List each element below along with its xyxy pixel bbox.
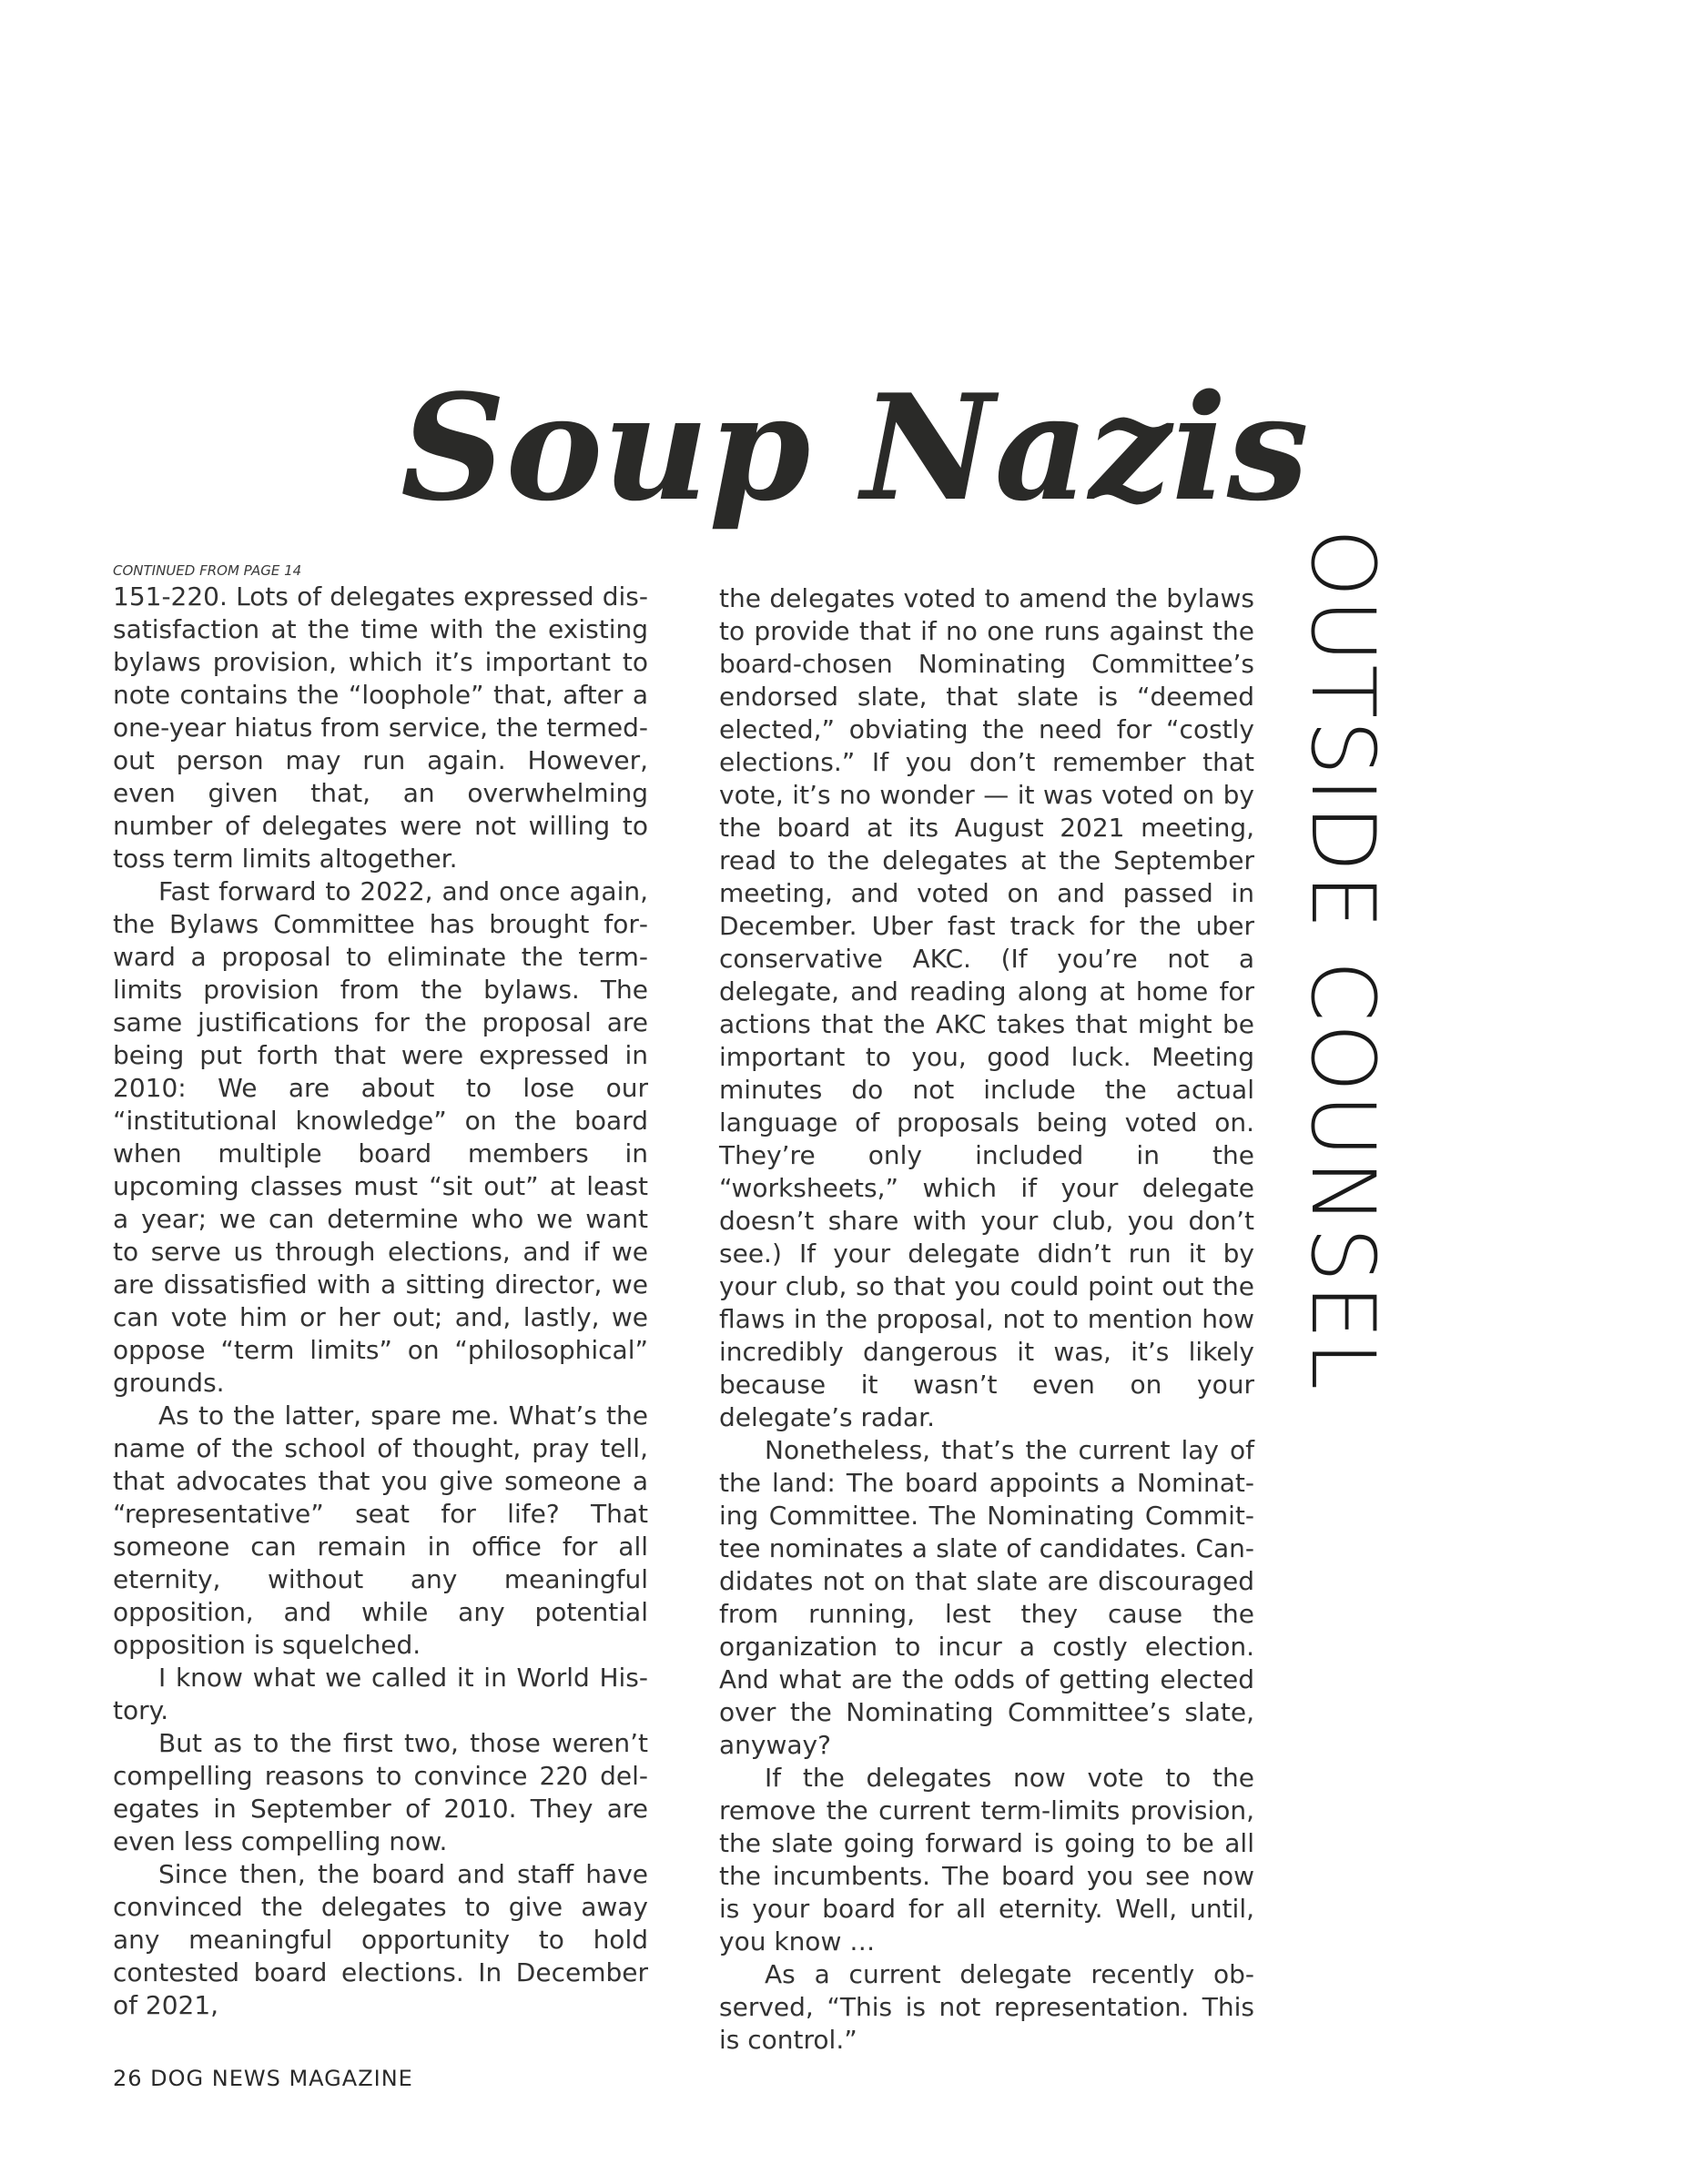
page-footer: 26 DOG NEWS MAGAZINE (113, 2066, 413, 2091)
paragraph: Since then, the board and staff have convinced the delegates to give away any meaningful opportunity to hold contested board elections. In December of 2021, (113, 1859, 648, 2020)
paragraph: But as to the first two, those weren’t compelling reasons to convince 220 delegates in September of 2010. They are even less compelling now. (113, 1728, 648, 1856)
paragraph: As a current delegate recently observed, “This is not representation. This is control.” (719, 1959, 1254, 2055)
paragraph: 151-220. Lots of delegates expressed dissatisfaction at the time with the existing bylaws provision, which it’s important to note contains the “loophole” that, after a one-year hiatus from service, the termed-out person may run again. However, even given that, an overwhelming number of delegates were not willing to toss term limits altogether. (113, 581, 648, 874)
paragraph: the delegates voted to amend the bylaws to provide that if no one runs against the board-chosen Nominating Committee’s endorsed slate, that slate is “deemed elected,” obviating the need for “costly elections.” If you don’t remember that vote, it’s no wonder — it was voted on by the board at its August 2021 meeting, read to the delegates at the September meeting, and voted on and passed in December. Uber fast track for the uber conservative AKC. (If you’re not a delegate, and reading along at home for actions that the AKC takes that might be important to you, good luck. Meeting minutes do not include the actual language of proposals being voted on. They’re only included in the “worksheets,” which if your delegate doesn’t share with your club, you don’t see.) If your delegate didn’t run it by your club, so that you could point out the flaws in the proposal, not to mention how incredibly dangerous it was, it’s likely because it wasn’t even on your delegate’s radar. (719, 583, 1254, 1432)
paragraph: Fast forward to 2022, and once again, the Bylaws Committee has brought forward a proposal to eliminate the term-limits provision from the bylaws. The same justifications for the proposal are being put forth that were expressed in 2010: We are about to lose our “institutional knowledge” on the board when multiple board members in upcoming classes must “sit out” at least a year; we can determine who we want to serve us through elections, and if we are dissatisfied with a sitting director, we can vote him or her out; and, lastly, we oppose “term limits” on “philosophical” grounds. (113, 876, 648, 1398)
section-label-text: OUTSIDE COUNSEL (1292, 528, 1394, 1392)
paragraph: As to the latter, spare me. What’s the name of the school of thought, pray tell, that advocates that you give someone a “representative” seat for life? That someone can remain in office for all eternity, without any meaningful opposition, and while any potential opposition is squelched. (113, 1400, 648, 1660)
article-headline: Soup Nazis (401, 362, 1309, 534)
left-column (113, 581, 648, 2022)
paragraph: If the delegates now vote to the remove the current term-limits provision, the slate going forward is going to be all the incumbents. The board you see now is your board for all eternity. Well, until, you know … (719, 1763, 1254, 1956)
right-column (719, 582, 1254, 2057)
continued-from-note: CONTINUED FROM PAGE 14 (113, 562, 302, 579)
paragraph: I know what we called it in World History. (113, 1663, 648, 1725)
paragraph: Nonetheless, that’s the current lay of the land: The board appoints a Nominating Committee. The Nominating Committee nominates a slate of candidates. Candidates not on that slate are discouraged from running, lest they cause the organization to incur a costly election. And what are the odds of getting elected over the Nominating Committee’s slate, anyway? (719, 1435, 1254, 1760)
